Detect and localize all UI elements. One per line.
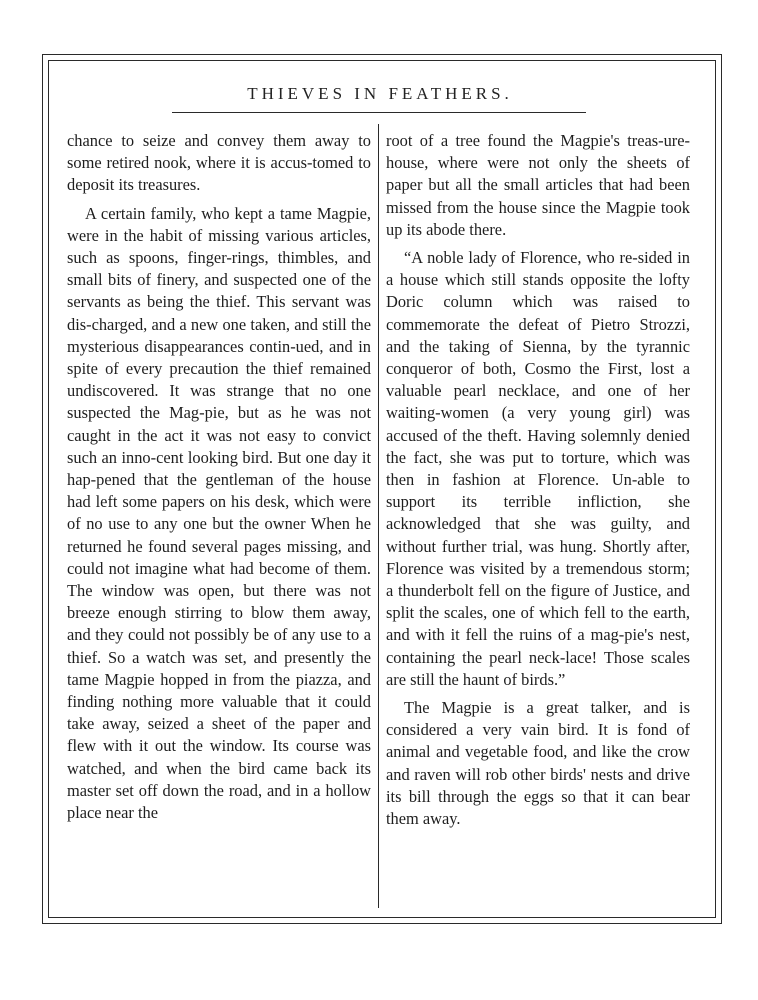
left-paragraph-1: chance to seize and convey them away to some retired nook, where it is accus-tomed to deposit its treasures.	[67, 131, 371, 195]
left-column	[67, 130, 371, 830]
right-paragraph-3: The Magpie is a great talker, and is considered a very vain bird. It is fond of animal and vegetable food, and like the crow and raven will rob other birds' nests and drive its bill through the eggs so that it can bear them away.	[386, 698, 690, 829]
right-paragraph-1: root of a tree found the Magpie's treas-ure-house, where were not only the sheets of paper but all the small articles that had been missed from the house since the Magpie took up its abode there.	[386, 131, 690, 239]
column-divider	[378, 124, 379, 908]
left-paragraph-2: A certain family, who kept a tame Magpie, were in the habit of missing various articles, such as spoons, finger-rings, thimbles, and small bits of finery, and suspected one of the servants as being the thief. This servant was dis-charged, and a new one taken, and still the mysterious disappearances contin-ued, and in spite of every precaution the thief remained undiscovered. It was strange that no one suspected the Mag-pie, but as he was not caught in the act it was not easy to convict such an inno-cent looking bird. But one day it hap-pened that the gentleman of the house had left some papers on his desk, which were of no use to any one but the owner When he returned he found several pages missing, and could not imagine what had become of them. The window was open, but there was not breeze enough stirring to blow them away, and they could not possibly be of any use to a thief. So a watch was set, and presently the tame Magpie hopped in from the piazza, and finding nothing more valuable that it could take away, seized a sheet of the paper and flew with it out the window. Its course was watched, and when the bird came back its master set off down the road, and in a hollow place near the	[67, 203, 371, 823]
page-title: THIEVES IN FEATHERS.	[247, 84, 513, 103]
title-underline	[172, 112, 586, 113]
right-paragraph-2: “A noble lady of Florence, who re-sided in a house which still stands opposite the lofty Doric column which was raised to commemorate the defeat of Pietro Strozzi, and the taking of Sienna, by the tyrannic conqueror of both, Cosmo the First, lost a valuable pearl necklace, and one of her waiting-women (a very young girl) was accused of the theft. Having solemnly denied the fact, she was put to torture, which was then in fashion at Florence. Un-able to support its terrible infliction, she acknowledged that she was guilty, and without further trial, was hung. Shortly after, Florence was visited by a tremendous storm; a thunderbolt fell on the figure of Justice, and split the scales, one of which fell to the earth, and with it fell the ruins of a mag-pie's nest, containing the pearl neck-lace! Those scales are still the haunt of birds.”	[386, 248, 690, 689]
right-column	[386, 130, 690, 836]
